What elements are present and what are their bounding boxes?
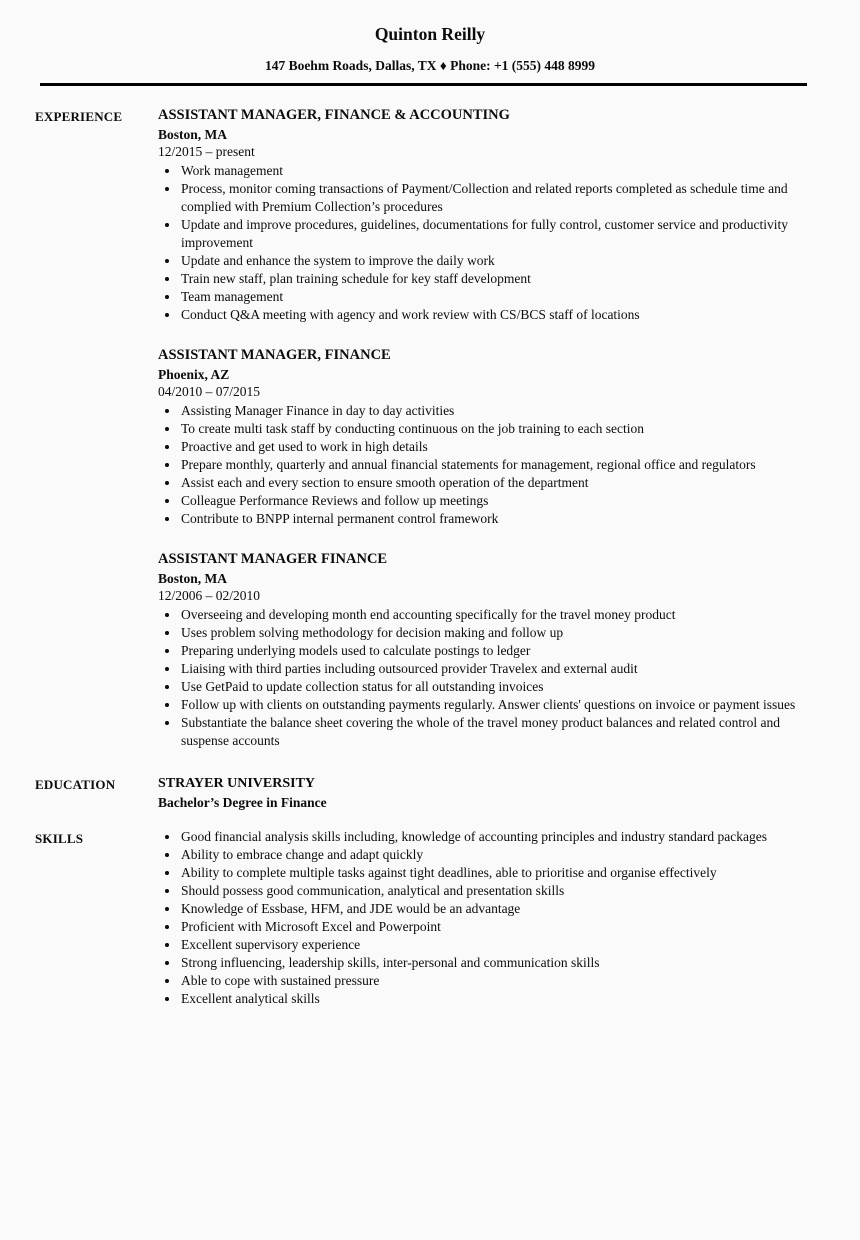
job-location: Boston, MA <box>158 127 228 142</box>
skills-label: SKILLS <box>35 831 84 846</box>
job-dates: 12/2015 – present <box>158 144 255 159</box>
bullet-item: • Process, monitor coming transactions of Payment/Collection and related reports completed as schedule time and complied with Premium Collection’s procedures <box>180 180 822 216</box>
bullet-item: • Prepare monthly, quarterly and annual financial statements for management, regional office and regulators <box>180 456 822 474</box>
education-label: EDUCATION <box>35 777 116 792</box>
bullet-item: • Strong influencing, leadership skills, inter-personal and communication skills <box>180 954 822 972</box>
bullet-item: • Good financial analysis skills including, knowledge of accounting principles and industry standard packages <box>180 828 822 846</box>
bullet-item: • Contribute to BNPP internal permanent control framework <box>180 510 822 528</box>
bullet-item: • Assist each and every section to ensure smooth operation of the department <box>180 474 822 492</box>
job-location: Phoenix, AZ <box>158 367 230 382</box>
bullet-list <box>158 162 822 324</box>
skills-list <box>158 828 822 1008</box>
job-title: ASSISTANT MANAGER, FINANCE & ACCOUNTING <box>158 107 510 123</box>
degree: Bachelor’s Degree in Finance <box>158 795 327 810</box>
bullet-item: • Colleague Performance Reviews and follow up meetings <box>180 492 822 510</box>
bullet-item: • Proactive and get used to work in high details <box>180 438 822 456</box>
bullet-item: • Excellent supervisory experience <box>180 936 822 954</box>
bullet-item: • Follow up with clients on outstanding payments regularly. Answer clients' questions on invoice or payment issues <box>180 696 822 714</box>
person-name: Quinton Reilly <box>374 24 486 44</box>
bullet-item: • Update and enhance the system to improve the daily work <box>180 252 822 270</box>
bullet-item: • To create multi task staff by conducting continuous on the job training to each section <box>180 420 822 438</box>
bullet-item: • Able to cope with sustained pressure <box>180 972 822 990</box>
bullet-item: • Use GetPaid to update collection status for all outstanding invoices <box>180 678 822 696</box>
bullet-item: • Train new staff, plan training schedule for key staff development <box>180 270 822 288</box>
job-dates: 12/2006 – 02/2010 <box>158 588 261 603</box>
bullet-list <box>158 606 822 750</box>
job-entry <box>158 346 822 528</box>
bullet-item: • Update and improve procedures, guidelines, documentations for fully control, customer service and productivity improvement <box>180 216 822 252</box>
job-entry <box>158 106 822 324</box>
bullet-item: • Preparing underlying models used to calculate postings to ledger <box>180 642 822 660</box>
bullet-item: • Excellent analytical skills <box>180 990 822 1008</box>
experience-label: EXPERIENCE <box>35 109 123 124</box>
education-content <box>158 774 822 812</box>
job-title: ASSISTANT MANAGER FINANCE <box>158 551 388 567</box>
bullet-item: • Assisting Manager Finance in day to day activities <box>180 402 822 420</box>
section-experience <box>35 106 822 750</box>
bullet-item: • Uses problem solving methodology for decision making and follow up <box>180 624 822 642</box>
bullet-item: • Liaising with third parties including outsourced provider Travelex and external audit <box>180 660 822 678</box>
section-education <box>35 774 822 812</box>
bullet-item: • Ability to complete multiple tasks against tight deadlines, able to prioritise and organise effectively <box>180 864 822 882</box>
bullet-item: • Ability to embrace change and adapt quickly <box>180 846 822 864</box>
bullet-item: • Should possess good communication, analytical and presentation skills <box>180 882 822 900</box>
resume-header <box>0 22 860 74</box>
bullet-item: • Work management <box>180 162 822 180</box>
job-title: ASSISTANT MANAGER, FINANCE <box>158 347 391 363</box>
section-skills <box>35 828 822 1008</box>
job-entry <box>158 550 822 750</box>
school-name: STRAYER UNIVERSITY <box>158 776 316 791</box>
job-location: Boston, MA <box>158 571 228 586</box>
bullet-item: • Knowledge of Essbase, HFM, and JDE would be an advantage <box>180 900 822 918</box>
sections <box>35 106 822 1008</box>
job-dates: 04/2010 – 07/2015 <box>158 384 261 399</box>
bullet-item: • Team management <box>180 288 822 306</box>
bullet-item: • Conduct Q&A meeting with agency and work review with CS/BCS staff of locations <box>180 306 822 324</box>
contact-line: 147 Boehm Roads, Dallas, TX ♦ Phone: +1 (555) 448 8999 <box>264 58 596 73</box>
bullet-item: • Overseeing and developing month end accounting specifically for the travel money product <box>180 606 822 624</box>
skills-content <box>158 828 822 1008</box>
bullet-list <box>158 402 822 528</box>
bullet-item: • Proficient with Microsoft Excel and Powerpoint <box>180 918 822 936</box>
header-divider <box>40 83 807 86</box>
bullet-item: • Substantiate the balance sheet covering the whole of the travel money product balances and related control and suspense accounts <box>180 714 822 750</box>
experience-jobs <box>158 106 822 750</box>
